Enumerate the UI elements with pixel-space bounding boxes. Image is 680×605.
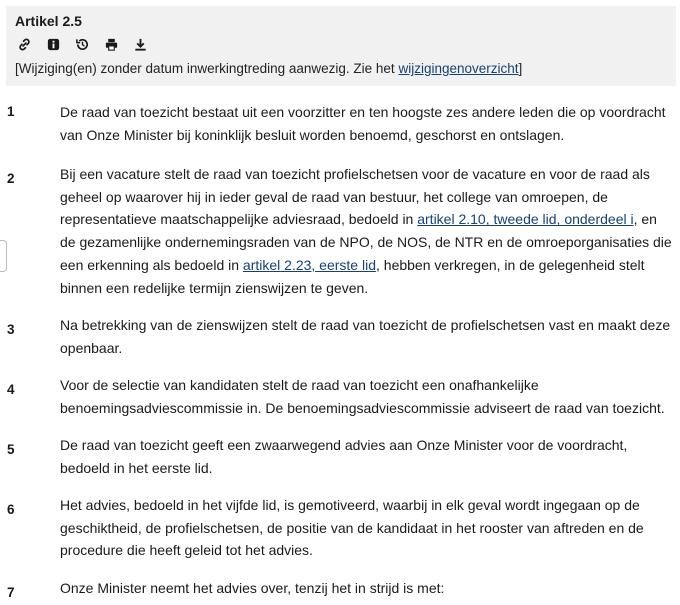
paragraph-number: 3 [7, 322, 15, 337]
paragraph-number: 7 [7, 585, 15, 600]
paragraph-text-part: , en de gezamenlijke ondernemingsraden van de NPO, de NOS, de NTR en de omroeporganisaties die een erkenning als bedoeld in [60, 211, 672, 273]
print-icon[interactable] [103, 36, 120, 52]
paragraph-text: Onze Minister neemt het advies over, tenzij het in strijd is met: [60, 580, 445, 596]
notice-text: [Wijziging(en) zonder datum inwerkingtreding aanwezig. Zie het [15, 61, 399, 76]
paragraph-number: 6 [7, 502, 15, 517]
paragraph-number: 1 [7, 104, 15, 119]
amendment-notice [15, 61, 522, 76]
article-header [6, 6, 676, 86]
paragraph-text: De raad van toezicht geeft een zwaarwegend advies aan Onze Minister voor de voordracht, bedoeld in het eerste lid. [60, 437, 628, 476]
article-2-10-link[interactable]: artikel 2.10, tweede lid, onderdeel i [417, 211, 634, 228]
article-title: Artikel 2.5 [15, 13, 82, 29]
paragraph-text: Voor de selectie van kandidaten stelt de raad van toezicht een onafhankelijke benoemingsadviescommissie in. De benoemingsadviescommissie adviseert de raad van toezicht. [60, 377, 665, 416]
paragraph-text: De raad van toezicht bestaat uit een voorzitter en ten hoogste zes andere leden die op voordracht van Onze Minister bij koninklijk besluit worden benoemd, geschorst en ontslagen. [60, 104, 666, 143]
info-icon[interactable] [45, 36, 62, 52]
history-icon[interactable] [74, 36, 91, 52]
side-panel-handle[interactable] [0, 240, 7, 272]
paragraph-number: 2 [7, 171, 15, 186]
paragraph-number: 4 [7, 382, 15, 397]
download-icon[interactable] [132, 36, 149, 52]
notice-end: ] [518, 61, 523, 76]
article-toolbar [16, 36, 149, 52]
paragraph-text: Na betrekking van de zienswijzen stelt de raad van toezicht de profielschetsen vast en maakt deze openbaar. [60, 317, 671, 356]
paragraph-text: Het advies, bedoeld in het vijfde lid, is gemotiveerd, waarbij in elk geval wordt ingegaan op de geschiktheid, de profielschetsen, de positie van de kandidaat in het rooster van aftreden en de procedure die heeft geleid tot het advies. [60, 497, 644, 559]
changes-overview-link[interactable]: wijzigingenoverzicht [398, 61, 519, 76]
link-icon[interactable] [16, 36, 33, 52]
article-2-23-link[interactable]: artikel 2.23, eerste lid [242, 256, 376, 273]
paragraph-number: 5 [7, 442, 15, 457]
paragraph-text-part: , hebben verkregen, in de gelegenheid stelt binnen een redelijke termijn zienswijzen te geven. [60, 256, 645, 296]
paragraph-text-part: Bij een vacature stelt de raad van toezicht profielschetsen voor de vacature en voor de raad als geheel op waarover hij in ieder geval de raad van bestuur, het college van omroepen, de representatieve maatschappelijke adviesraad, bedoeld in [60, 166, 650, 228]
paragraph-text [60, 163, 672, 299]
